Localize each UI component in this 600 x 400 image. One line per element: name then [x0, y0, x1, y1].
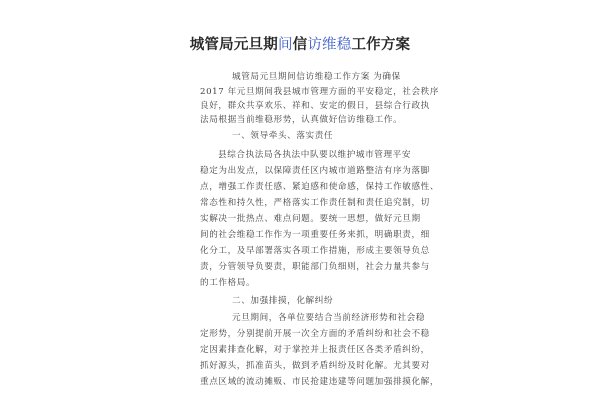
title-part: 信 [292, 37, 308, 53]
title-part: 访 [307, 37, 323, 53]
title-part: 城管局元旦期 [189, 37, 278, 53]
title-part: 稳 [336, 37, 352, 53]
body-line: 良好，群众共享欢乐、祥和、安定的假日，县综合行政执 [200, 101, 430, 111]
body-line: 稳定为出发点，以保障责任区内城市道路整洁有序为落脚 [200, 166, 430, 176]
section-heading: 一、领导牵头、落实责任 [232, 131, 334, 141]
body-line: 的工作格局。 [200, 278, 256, 288]
body-line: 间的社会维稳工作作为一项重要任务来抓，明确职责，细 [200, 230, 430, 240]
body-line: 法局根据当前维稳形势，认真做好信访维稳工作。 [200, 115, 403, 125]
body-line: 定因素排查化解，对于掌控并上报责任区各类矛盾纠纷， [200, 345, 430, 355]
body-line: 责，分管领导负要责，职能部门负细则，社会力量共参与 [200, 262, 430, 272]
body-line: 元旦期间，各单位要结合当前经济形势和社会稳 [232, 313, 426, 323]
body-line: 化分工，及早部署落实各项工作措施，形成主要领导负总 [200, 246, 430, 256]
title-part: 工作方案 [351, 37, 411, 53]
body-line: 抓好源头，抓准苗头，做到矛盾纠纷及时化解。尤其要对 [200, 361, 430, 371]
body-line: 城管局元旦期间信访维稳工作方案 为确保 [232, 72, 401, 82]
title-part: 间 [277, 37, 293, 53]
body-line: 2017 年元旦期间我县城市管理方面的平安稳定，社会秩序 [200, 87, 440, 97]
body-line: 点，增强工作责任感、紧迫感和使命感，保持工作敏感性、 [200, 182, 440, 192]
body-line: 实解决一批热点、难点问题。要统一思想，做好元旦期 [200, 214, 421, 224]
body-line: 定形势，分别提前开展一次全方面的矛盾纠纷和社会不稳 [200, 329, 430, 339]
title-part: 维 [322, 37, 337, 53]
section-heading: 二、加强排摸，化解纠纷 [232, 296, 334, 306]
body-line: 常态性和持久性，严格落实工作责任制和责任追究制，切 [200, 198, 430, 208]
body-line: 县综合执法局各执法中队要以维护城市管理平安 [218, 150, 412, 160]
body-line: 重点区域的流动摊贩、市民抢建违建等问题加强排摸化解， [200, 377, 440, 387]
